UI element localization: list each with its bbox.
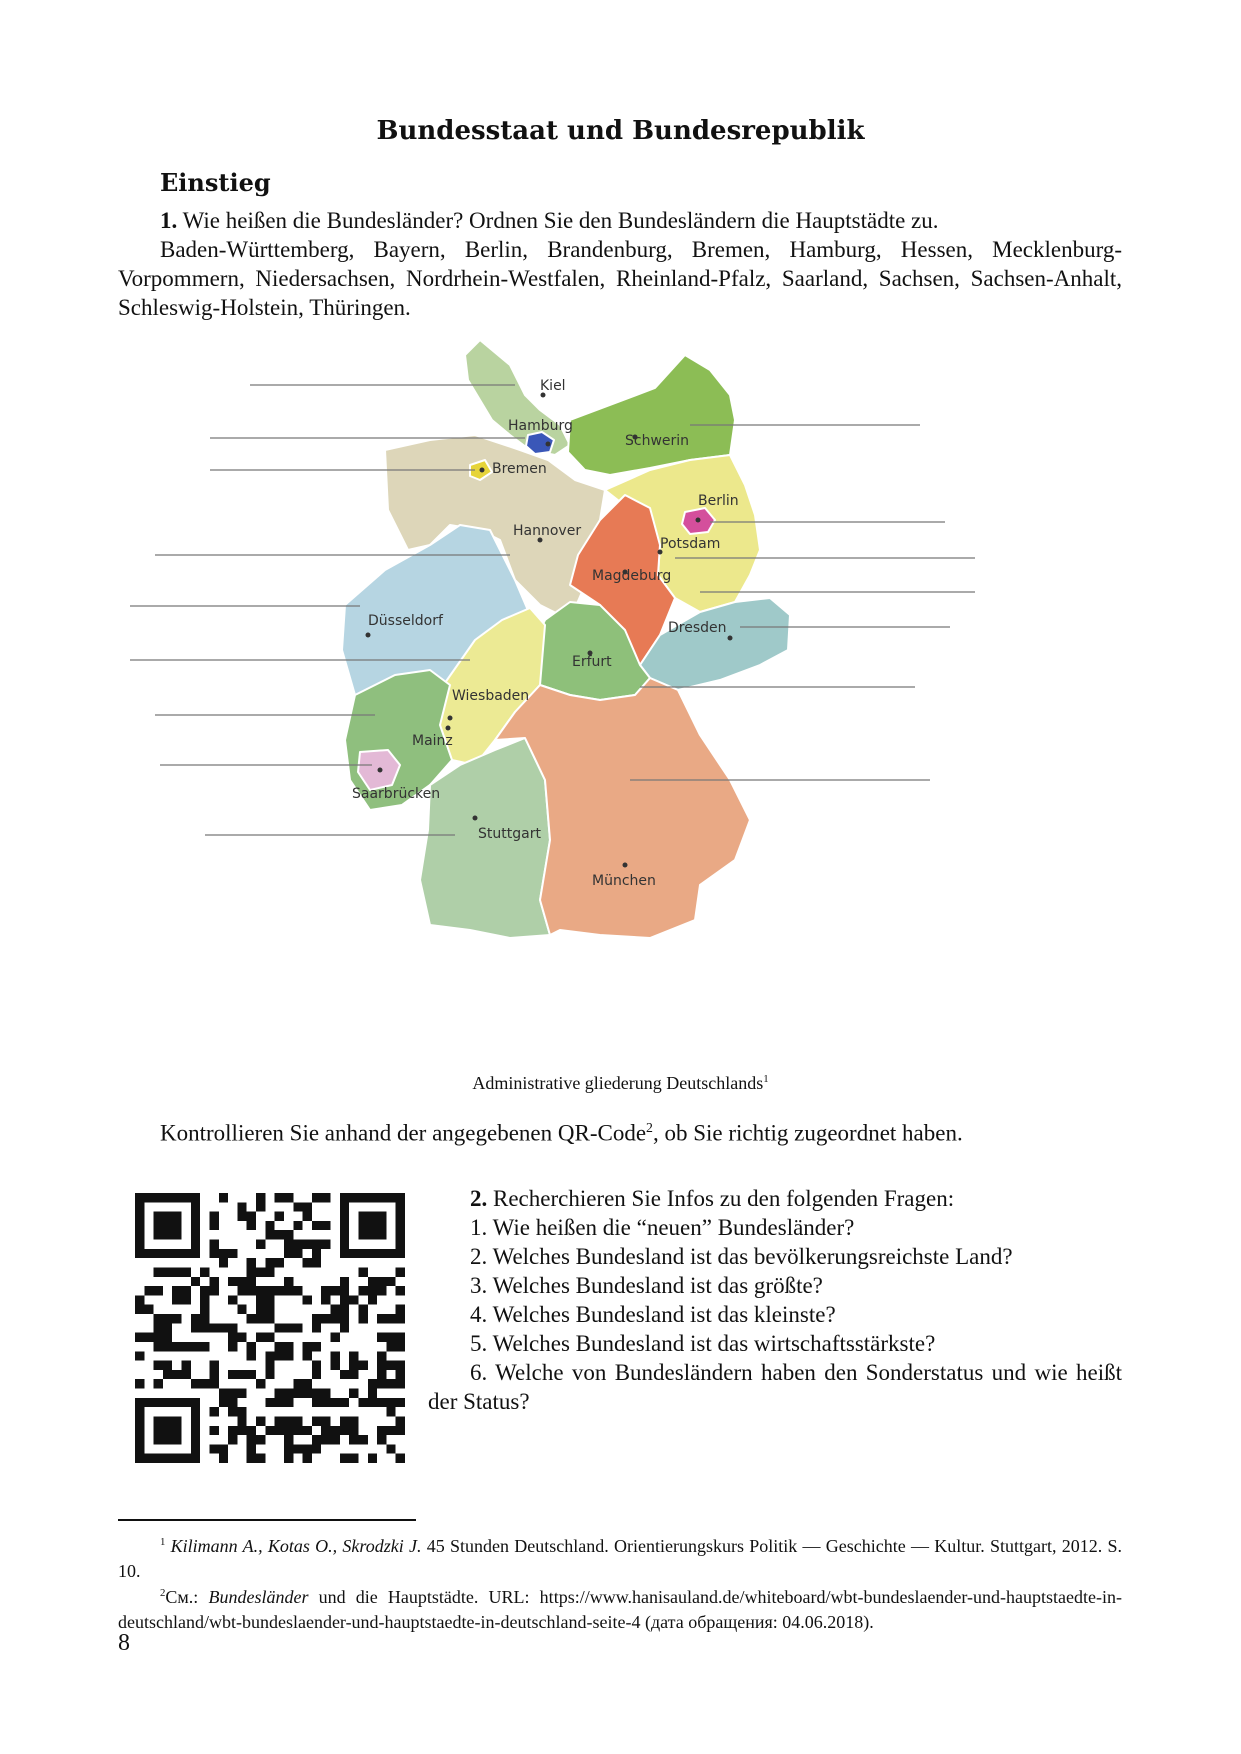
qr-code[interactable]: [135, 1193, 405, 1463]
page-number: 8: [118, 1630, 130, 1656]
city-label-berlin: Berlin: [698, 493, 739, 509]
map-caption-text: Administrative gliederung Deutschlands: [472, 1073, 764, 1093]
city-label-erfurt: Erfurt: [572, 654, 612, 670]
footnote-divider: [118, 1519, 416, 1521]
page-title: Bundesstaat und Bundesrepublik: [376, 116, 865, 146]
footnote-ref-2: 2: [646, 1120, 653, 1135]
footnote-2-italic: Bundesländer: [208, 1587, 309, 1607]
city-label-magdeburg: Magdeburg: [592, 568, 672, 584]
footnote-2-mark: 2: [160, 1587, 166, 1599]
task2-question: 2. Welches Bundesland ist das bevölkerungsreichste Land?: [470, 1244, 1013, 1269]
task1-state-list: Baden-Württemberg, Bayern, Berlin, Brandenburg, Bremen, Hamburg, Hessen, Mecklenburg-Vorpommern, Niedersachsen, Nordrhein-Westfalen, Rheinland-Pfalz, Saarland, Sachsen, Sachsen-Anhalt, Schleswig-Holstein, Thüringen.: [118, 237, 1122, 320]
footnote-1-text: 45 Stunden Deutschland. Orientierungskurs Politik — Geschichte — Kultur. Stuttgart, 2012. S. 10.: [118, 1536, 1123, 1581]
city-label-duesseldorf: Düsseldorf: [368, 613, 443, 629]
germany-map: [130, 340, 1100, 1060]
qr-instruction: [160, 1120, 963, 1147]
task2-question: 4. Welches Bundesland ist das kleinste?: [470, 1302, 836, 1327]
city-label-muenchen: München: [592, 873, 656, 889]
city-label-hannover: Hannover: [513, 523, 582, 539]
task2-intro: [428, 1184, 1122, 1213]
city-label-stuttgart: Stuttgart: [478, 826, 541, 842]
city-label-hamburg: Hamburg: [508, 418, 573, 434]
task2: [428, 1184, 1122, 1416]
city-label-kiel: Kiel: [540, 378, 566, 394]
footnote-1: [118, 1530, 1122, 1584]
task2-number: 2.: [470, 1186, 488, 1211]
task1-number: 1.: [160, 208, 178, 233]
section-heading: Einstieg: [160, 168, 271, 197]
task2-question: 5. Welches Bundesland ist das wirtschaftsstärkste?: [470, 1331, 936, 1356]
task1-question-text: Wie heißen die Bundesländer? Ordnen Sie den Bundesländern die Hauptstädte zu.: [182, 208, 939, 233]
city-label-saarbruecken: Saarbrücken: [352, 786, 441, 802]
footnote-ref-1: 1: [763, 1073, 769, 1085]
footnote-2-text: und die Hauptstädte. URL: https://www.hanisauland.de/whiteboard/wbt-bundeslaender-und-hauptstaedte-in-deutschland/wbt-bundeslaender-und-hauptstaedte-in-deutschland-seite-4 (дата обращения: 04.06.2018).: [118, 1587, 1122, 1632]
city-label-bremen: Bremen: [492, 461, 547, 477]
task2-question: 1. Wie heißen die “neuen” Bundesländer?: [470, 1215, 855, 1240]
city-label-schwerin: Schwerin: [625, 433, 690, 449]
city-label-dresden: Dresden: [668, 620, 727, 636]
city-label-mainz: Mainz: [412, 733, 453, 749]
footnote-2-prefix: См.:: [165, 1587, 209, 1607]
footnote-1-authors: Kilimann A., Kotas O., Skrodzki J.: [170, 1536, 422, 1556]
footnote-2: [118, 1581, 1122, 1635]
footnote-1-mark: 1: [160, 1536, 166, 1548]
city-label-potsdam: Potsdam: [660, 536, 721, 552]
task1-question: [118, 206, 1122, 235]
qr-instruction-text: Kontrollieren Sie anhand der angegebenen QR-Code: [160, 1120, 647, 1146]
task2-intro-text: Recherchieren Sie Infos zu den folgenden Fragen:: [493, 1186, 955, 1211]
map-caption: [0, 1073, 1241, 1094]
city-label-wiesbaden: Wiesbaden: [452, 688, 530, 704]
task2-question: 3. Welches Bundesland ist das größte?: [470, 1273, 823, 1298]
qr-instruction-end: , ob Sie richtig zugeordnet haben.: [652, 1120, 963, 1146]
task2-question: 6. Welche von Bundesländern haben den Sonderstatus und wie heißt der Status?: [428, 1360, 1122, 1414]
